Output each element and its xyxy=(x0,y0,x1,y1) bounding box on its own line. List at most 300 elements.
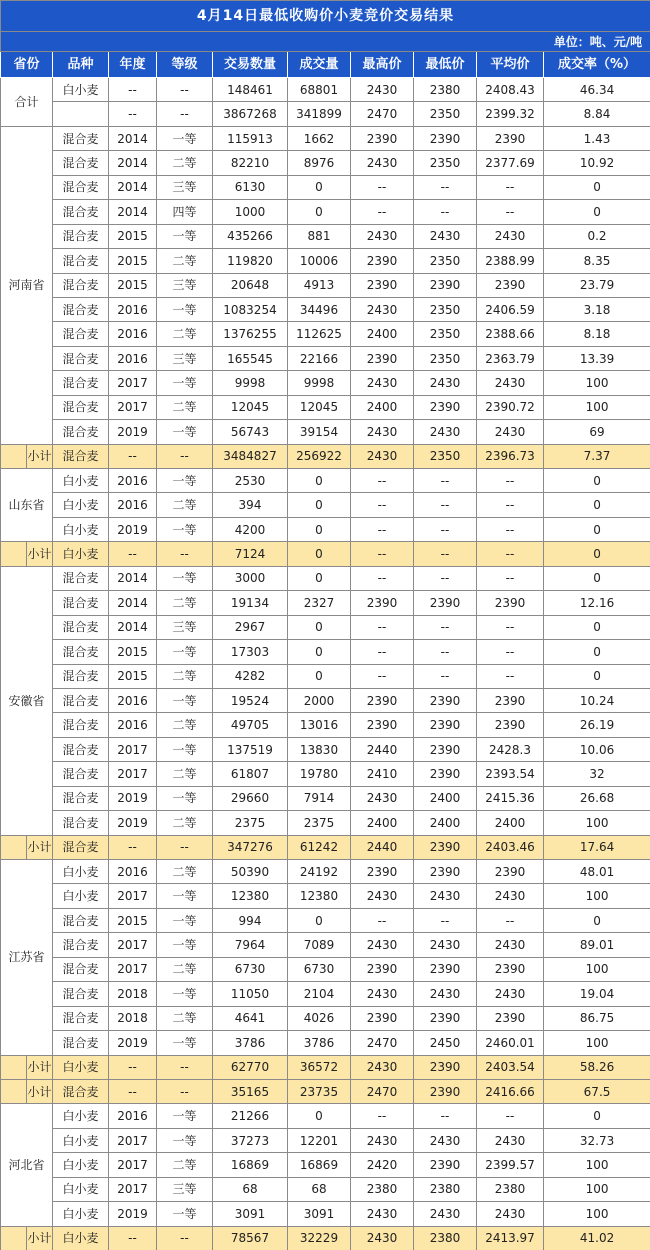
cell-min-price: 2430 xyxy=(414,224,477,248)
cell-min-price: -- xyxy=(414,175,477,199)
cell-variety: 混合麦 xyxy=(53,566,109,590)
cell-deal-rate: 0 xyxy=(544,469,650,493)
cell-trade-quantity: 20648 xyxy=(213,273,288,297)
cell-variety: 白小麦 xyxy=(53,1177,109,1201)
cell-deal-rate: 100 xyxy=(544,1153,650,1177)
cell-year: 2017 xyxy=(109,957,157,981)
cell-avg-price: 2460.01 xyxy=(477,1031,544,1055)
cell-avg-price: -- xyxy=(477,175,544,199)
cell-grade: 二等 xyxy=(157,664,213,688)
table-row xyxy=(1,688,650,712)
table-row xyxy=(1,664,650,688)
cell-deal-rate: 17.64 xyxy=(544,835,650,859)
cell-year: 2017 xyxy=(109,1153,157,1177)
cell-min-price: 2390 xyxy=(414,835,477,859)
cell-deal-rate: 0 xyxy=(544,908,650,932)
cell-deal-volume: 0 xyxy=(288,664,351,688)
cell-deal-rate: 19.04 xyxy=(544,982,650,1006)
cell-year: 2016 xyxy=(109,322,157,346)
cell-deal-volume: 7914 xyxy=(288,786,351,810)
cell-variety: 白小麦 xyxy=(53,1104,109,1128)
table-row xyxy=(1,640,650,664)
cell-deal-rate: 41.02 xyxy=(544,1226,650,1250)
cell-max-price: 2470 xyxy=(351,1079,414,1103)
cell-max-price: 2390 xyxy=(351,126,414,150)
cell-deal-volume: 8976 xyxy=(288,151,351,175)
cell-deal-rate: 0 xyxy=(544,542,650,566)
subtotal-spacer xyxy=(1,1055,27,1079)
cell-max-price: 2390 xyxy=(351,688,414,712)
cell-max-price: 2390 xyxy=(351,713,414,737)
header-avg-price: 平均价 xyxy=(477,52,544,78)
cell-min-price: -- xyxy=(414,908,477,932)
cell-min-price: 2350 xyxy=(414,444,477,468)
cell-max-price: -- xyxy=(351,542,414,566)
table-row xyxy=(1,957,650,981)
cell-deal-rate: 0 xyxy=(544,615,650,639)
cell-trade-quantity: 165545 xyxy=(213,346,288,370)
total-row xyxy=(1,102,650,126)
subtotal-row xyxy=(1,835,650,859)
cell-max-price: -- xyxy=(351,175,414,199)
cell-grade: 二等 xyxy=(157,762,213,786)
cell-trade-quantity: 3091 xyxy=(213,1202,288,1226)
cell-variety: 白小麦 xyxy=(53,542,109,566)
subtotal-spacer xyxy=(1,835,27,859)
cell-max-price: 2390 xyxy=(351,1006,414,1030)
cell-deal-volume: 68801 xyxy=(288,78,351,102)
cell-grade: 一等 xyxy=(157,1104,213,1128)
cell-deal-rate: 23.79 xyxy=(544,273,650,297)
table-row xyxy=(1,591,650,615)
cell-deal-rate: 0 xyxy=(544,640,650,664)
cell-max-price: -- xyxy=(351,615,414,639)
cell-deal-volume: 7089 xyxy=(288,933,351,957)
cell-variety: 混合麦 xyxy=(53,1006,109,1030)
cell-variety xyxy=(53,102,109,126)
cell-max-price: 2430 xyxy=(351,224,414,248)
cell-grade: -- xyxy=(157,102,213,126)
cell-variety: 混合麦 xyxy=(53,664,109,688)
cell-min-price: 2390 xyxy=(414,1055,477,1079)
cell-trade-quantity: 21266 xyxy=(213,1104,288,1128)
cell-trade-quantity: 7124 xyxy=(213,542,288,566)
cell-deal-rate: 0 xyxy=(544,175,650,199)
cell-deal-volume: 0 xyxy=(288,517,351,541)
cell-deal-volume: 4913 xyxy=(288,273,351,297)
cell-year: 2014 xyxy=(109,126,157,150)
cell-avg-price: 2388.99 xyxy=(477,249,544,273)
cell-year: -- xyxy=(109,542,157,566)
cell-min-price: 2430 xyxy=(414,371,477,395)
cell-min-price: 2380 xyxy=(414,78,477,102)
cell-deal-rate: 46.34 xyxy=(544,78,650,102)
cell-deal-rate: 3.18 xyxy=(544,297,650,321)
cell-grade: 二等 xyxy=(157,322,213,346)
cell-year: -- xyxy=(109,835,157,859)
cell-year: 2015 xyxy=(109,908,157,932)
cell-deal-volume: 2000 xyxy=(288,688,351,712)
cell-variety: 混合麦 xyxy=(53,615,109,639)
cell-avg-price: 2399.57 xyxy=(477,1153,544,1177)
cell-variety: 混合麦 xyxy=(53,688,109,712)
cell-deal-volume: 9998 xyxy=(288,371,351,395)
cell-year: 2015 xyxy=(109,249,157,273)
cell-avg-price: -- xyxy=(477,493,544,517)
cell-grade: -- xyxy=(157,1079,213,1103)
cell-grade: 一等 xyxy=(157,933,213,957)
cell-trade-quantity: 6130 xyxy=(213,175,288,199)
cell-deal-volume: 2327 xyxy=(288,591,351,615)
cell-deal-volume: 12380 xyxy=(288,884,351,908)
cell-trade-quantity: 56743 xyxy=(213,420,288,444)
cell-min-price: 2390 xyxy=(414,1079,477,1103)
cell-year: -- xyxy=(109,444,157,468)
cell-avg-price: 2390 xyxy=(477,591,544,615)
cell-variety: 混合麦 xyxy=(53,933,109,957)
cell-variety: 混合麦 xyxy=(53,786,109,810)
cell-avg-price: 2390 xyxy=(477,273,544,297)
cell-deal-volume: 13016 xyxy=(288,713,351,737)
cell-deal-rate: 12.16 xyxy=(544,591,650,615)
cell-deal-volume: 0 xyxy=(288,640,351,664)
cell-trade-quantity: 19524 xyxy=(213,688,288,712)
table-row xyxy=(1,395,650,419)
cell-min-price: 2430 xyxy=(414,1128,477,1152)
subtotal-label: 小计 xyxy=(27,1055,53,1079)
cell-deal-volume: 256922 xyxy=(288,444,351,468)
cell-year: 2018 xyxy=(109,1006,157,1030)
cell-min-price: 2350 xyxy=(414,346,477,370)
cell-max-price: 2430 xyxy=(351,420,414,444)
cell-trade-quantity: 115913 xyxy=(213,126,288,150)
cell-deal-rate: 100 xyxy=(544,884,650,908)
cell-max-price: 2440 xyxy=(351,737,414,761)
cell-trade-quantity: 2375 xyxy=(213,811,288,835)
cell-trade-quantity: 37273 xyxy=(213,1128,288,1152)
cell-trade-quantity: 16869 xyxy=(213,1153,288,1177)
header-max-price: 最高价 xyxy=(351,52,414,78)
cell-deal-volume: 61242 xyxy=(288,835,351,859)
cell-trade-quantity: 61807 xyxy=(213,762,288,786)
cell-deal-volume: 1662 xyxy=(288,126,351,150)
cell-max-price: -- xyxy=(351,566,414,590)
cell-variety: 白小麦 xyxy=(53,1128,109,1152)
cell-trade-quantity: 17303 xyxy=(213,640,288,664)
cell-max-price: 2470 xyxy=(351,102,414,126)
cell-trade-quantity: 68 xyxy=(213,1177,288,1201)
cell-trade-quantity: 3786 xyxy=(213,1031,288,1055)
cell-variety: 白小麦 xyxy=(53,860,109,884)
cell-avg-price: -- xyxy=(477,542,544,566)
cell-deal-volume: 0 xyxy=(288,908,351,932)
cell-min-price: 2390 xyxy=(414,762,477,786)
table-row xyxy=(1,615,650,639)
cell-min-price: 2400 xyxy=(414,811,477,835)
cell-deal-rate: 26.19 xyxy=(544,713,650,737)
cell-trade-quantity: 1083254 xyxy=(213,297,288,321)
cell-year: 2016 xyxy=(109,346,157,370)
cell-deal-volume: 32229 xyxy=(288,1226,351,1250)
cell-min-price: 2390 xyxy=(414,591,477,615)
cell-year: 2016 xyxy=(109,688,157,712)
cell-max-price: 2430 xyxy=(351,933,414,957)
table-body xyxy=(1,1,650,1250)
cell-variety: 混合麦 xyxy=(53,811,109,835)
cell-trade-quantity: 137519 xyxy=(213,737,288,761)
table-row xyxy=(1,1031,650,1055)
cell-variety: 混合麦 xyxy=(53,1031,109,1055)
cell-trade-quantity: 2530 xyxy=(213,469,288,493)
cell-year: 2014 xyxy=(109,175,157,199)
cell-variety: 混合麦 xyxy=(53,297,109,321)
cell-avg-price: 2390 xyxy=(477,957,544,981)
cell-deal-volume: 3091 xyxy=(288,1202,351,1226)
cell-avg-price: 2363.79 xyxy=(477,346,544,370)
cell-year: 2016 xyxy=(109,297,157,321)
cell-variety: 混合麦 xyxy=(53,908,109,932)
cell-avg-price: 2396.73 xyxy=(477,444,544,468)
cell-grade: 一等 xyxy=(157,737,213,761)
cell-trade-quantity: 394 xyxy=(213,493,288,517)
cell-min-price: 2350 xyxy=(414,102,477,126)
cell-deal-rate: 1.43 xyxy=(544,126,650,150)
header-deal-volume: 成交量 xyxy=(288,52,351,78)
cell-min-price: -- xyxy=(414,664,477,688)
cell-max-price: -- xyxy=(351,1104,414,1128)
cell-max-price: 2430 xyxy=(351,151,414,175)
cell-max-price: 2430 xyxy=(351,1226,414,1250)
cell-year: 2016 xyxy=(109,1104,157,1128)
province-name: 安徽省 xyxy=(1,566,53,835)
table-row xyxy=(1,420,650,444)
cell-min-price: -- xyxy=(414,566,477,590)
table-row xyxy=(1,713,650,737)
cell-year: 2014 xyxy=(109,591,157,615)
cell-avg-price: 2413.97 xyxy=(477,1226,544,1250)
cell-deal-volume: 13830 xyxy=(288,737,351,761)
cell-deal-rate: 32 xyxy=(544,762,650,786)
header-grade: 等级 xyxy=(157,52,213,78)
table-row xyxy=(1,371,650,395)
cell-deal-volume: 341899 xyxy=(288,102,351,126)
cell-min-price: -- xyxy=(414,493,477,517)
cell-trade-quantity: 347276 xyxy=(213,835,288,859)
cell-year: 2015 xyxy=(109,273,157,297)
cell-year: -- xyxy=(109,78,157,102)
cell-max-price: 2390 xyxy=(351,860,414,884)
cell-deal-volume: 12201 xyxy=(288,1128,351,1152)
cell-grade: 三等 xyxy=(157,273,213,297)
cell-min-price: 2350 xyxy=(414,297,477,321)
cell-deal-rate: 100 xyxy=(544,1177,650,1201)
cell-variety: 白小麦 xyxy=(53,884,109,908)
table-row xyxy=(1,151,650,175)
cell-deal-volume: 12045 xyxy=(288,395,351,419)
cell-grade: 一等 xyxy=(157,786,213,810)
cell-year: 2017 xyxy=(109,737,157,761)
cell-max-price: 2430 xyxy=(351,78,414,102)
cell-deal-volume: 3786 xyxy=(288,1031,351,1055)
cell-year: 2017 xyxy=(109,762,157,786)
table-row xyxy=(1,1153,650,1177)
cell-grade: -- xyxy=(157,1226,213,1250)
cell-deal-volume: 24192 xyxy=(288,860,351,884)
cell-variety: 混合麦 xyxy=(53,835,109,859)
cell-year: 2019 xyxy=(109,1202,157,1226)
cell-trade-quantity: 82210 xyxy=(213,151,288,175)
cell-variety: 混合麦 xyxy=(53,322,109,346)
total-row xyxy=(1,78,650,102)
cell-max-price: 2400 xyxy=(351,322,414,346)
table-row xyxy=(1,224,650,248)
cell-grade: 一等 xyxy=(157,688,213,712)
cell-avg-price: -- xyxy=(477,566,544,590)
cell-deal-volume: 2104 xyxy=(288,982,351,1006)
table-row xyxy=(1,249,650,273)
cell-trade-quantity: 3000 xyxy=(213,566,288,590)
cell-grade: 二等 xyxy=(157,811,213,835)
cell-year: -- xyxy=(109,1226,157,1250)
cell-max-price: 2430 xyxy=(351,444,414,468)
cell-year: -- xyxy=(109,1079,157,1103)
cell-variety: 混合麦 xyxy=(53,640,109,664)
cell-deal-rate: 0 xyxy=(544,493,650,517)
cell-year: 2017 xyxy=(109,1128,157,1152)
cell-deal-volume: 0 xyxy=(288,493,351,517)
cell-trade-quantity: 29660 xyxy=(213,786,288,810)
cell-variety: 白小麦 xyxy=(53,1202,109,1226)
cell-grade: 三等 xyxy=(157,615,213,639)
cell-max-price: 2430 xyxy=(351,884,414,908)
cell-trade-quantity: 3484827 xyxy=(213,444,288,468)
cell-avg-price: 2430 xyxy=(477,982,544,1006)
cell-max-price: 2430 xyxy=(351,1055,414,1079)
cell-grade: 一等 xyxy=(157,640,213,664)
cell-grade: 一等 xyxy=(157,224,213,248)
cell-variety: 混合麦 xyxy=(53,957,109,981)
cell-min-price: 2390 xyxy=(414,957,477,981)
cell-trade-quantity: 6730 xyxy=(213,957,288,981)
cell-trade-quantity: 119820 xyxy=(213,249,288,273)
cell-grade: 二等 xyxy=(157,151,213,175)
province-name: 河南省 xyxy=(1,126,53,444)
cell-avg-price: 2430 xyxy=(477,1128,544,1152)
cell-deal-rate: 10.24 xyxy=(544,688,650,712)
cell-year: 2016 xyxy=(109,469,157,493)
cell-variety: 混合麦 xyxy=(53,444,109,468)
province-name: 江苏省 xyxy=(1,860,53,1056)
cell-max-price: 2380 xyxy=(351,1177,414,1201)
cell-variety: 混合麦 xyxy=(53,175,109,199)
cell-max-price: -- xyxy=(351,517,414,541)
cell-deal-rate: 100 xyxy=(544,371,650,395)
cell-max-price: 2430 xyxy=(351,297,414,321)
cell-variety: 混合麦 xyxy=(53,591,109,615)
cell-avg-price: 2390 xyxy=(477,126,544,150)
cell-min-price: 2390 xyxy=(414,688,477,712)
cell-deal-volume: 36572 xyxy=(288,1055,351,1079)
cell-deal-rate: 10.92 xyxy=(544,151,650,175)
cell-year: 2019 xyxy=(109,786,157,810)
cell-trade-quantity: 78567 xyxy=(213,1226,288,1250)
cell-grade: 一等 xyxy=(157,297,213,321)
header-province: 省份 xyxy=(1,52,53,78)
cell-avg-price: -- xyxy=(477,517,544,541)
cell-max-price: 2430 xyxy=(351,1202,414,1226)
cell-variety: 白小麦 xyxy=(53,1153,109,1177)
cell-max-price: -- xyxy=(351,640,414,664)
cell-deal-volume: 0 xyxy=(288,542,351,566)
cell-trade-quantity: 7964 xyxy=(213,933,288,957)
cell-min-price: 2430 xyxy=(414,982,477,1006)
table-row xyxy=(1,786,650,810)
cell-deal-volume: 0 xyxy=(288,1104,351,1128)
cell-min-price: 2390 xyxy=(414,273,477,297)
cell-max-price: 2440 xyxy=(351,835,414,859)
cell-avg-price: -- xyxy=(477,664,544,688)
cell-year: 2016 xyxy=(109,493,157,517)
cell-grade: 一等 xyxy=(157,1031,213,1055)
cell-deal-volume: 19780 xyxy=(288,762,351,786)
table-row xyxy=(1,1202,650,1226)
cell-year: -- xyxy=(109,102,157,126)
cell-year: 2014 xyxy=(109,151,157,175)
cell-avg-price: 2390 xyxy=(477,688,544,712)
cell-deal-rate: 8.35 xyxy=(544,249,650,273)
cell-variety: 混合麦 xyxy=(53,273,109,297)
cell-grade: 一等 xyxy=(157,566,213,590)
cell-max-price: -- xyxy=(351,664,414,688)
cell-variety: 白小麦 xyxy=(53,1055,109,1079)
cell-deal-volume: 881 xyxy=(288,224,351,248)
table-title: 4月14日最低收购价小麦竞价交易结果 xyxy=(1,1,650,32)
cell-max-price: -- xyxy=(351,908,414,932)
cell-year: 2017 xyxy=(109,1177,157,1201)
cell-deal-rate: 67.5 xyxy=(544,1079,650,1103)
subtotal-spacer xyxy=(1,1226,27,1250)
cell-deal-volume: 6730 xyxy=(288,957,351,981)
cell-trade-quantity: 12380 xyxy=(213,884,288,908)
cell-variety: 混合麦 xyxy=(53,737,109,761)
cell-trade-quantity: 435266 xyxy=(213,224,288,248)
cell-year: 2019 xyxy=(109,420,157,444)
table-row xyxy=(1,175,650,199)
cell-deal-volume: 112625 xyxy=(288,322,351,346)
cell-year: 2019 xyxy=(109,1031,157,1055)
cell-max-price: 2390 xyxy=(351,273,414,297)
cell-max-price: -- xyxy=(351,200,414,224)
cell-trade-quantity: 4200 xyxy=(213,517,288,541)
cell-deal-rate: 48.01 xyxy=(544,860,650,884)
subtotal-label: 小计 xyxy=(27,1079,53,1103)
cell-trade-quantity: 2967 xyxy=(213,615,288,639)
table-row xyxy=(1,200,650,224)
cell-avg-price: -- xyxy=(477,1104,544,1128)
cell-min-price: 2390 xyxy=(414,737,477,761)
cell-grade: 一等 xyxy=(157,420,213,444)
cell-grade: 一等 xyxy=(157,517,213,541)
table-row xyxy=(1,762,650,786)
cell-min-price: 2390 xyxy=(414,860,477,884)
cell-min-price: 2350 xyxy=(414,249,477,273)
cell-min-price: 2430 xyxy=(414,933,477,957)
cell-trade-quantity: 148461 xyxy=(213,78,288,102)
cell-year: 2017 xyxy=(109,933,157,957)
subtotal-label: 小计 xyxy=(27,444,53,468)
cell-deal-rate: 0 xyxy=(544,566,650,590)
cell-min-price: 2380 xyxy=(414,1177,477,1201)
